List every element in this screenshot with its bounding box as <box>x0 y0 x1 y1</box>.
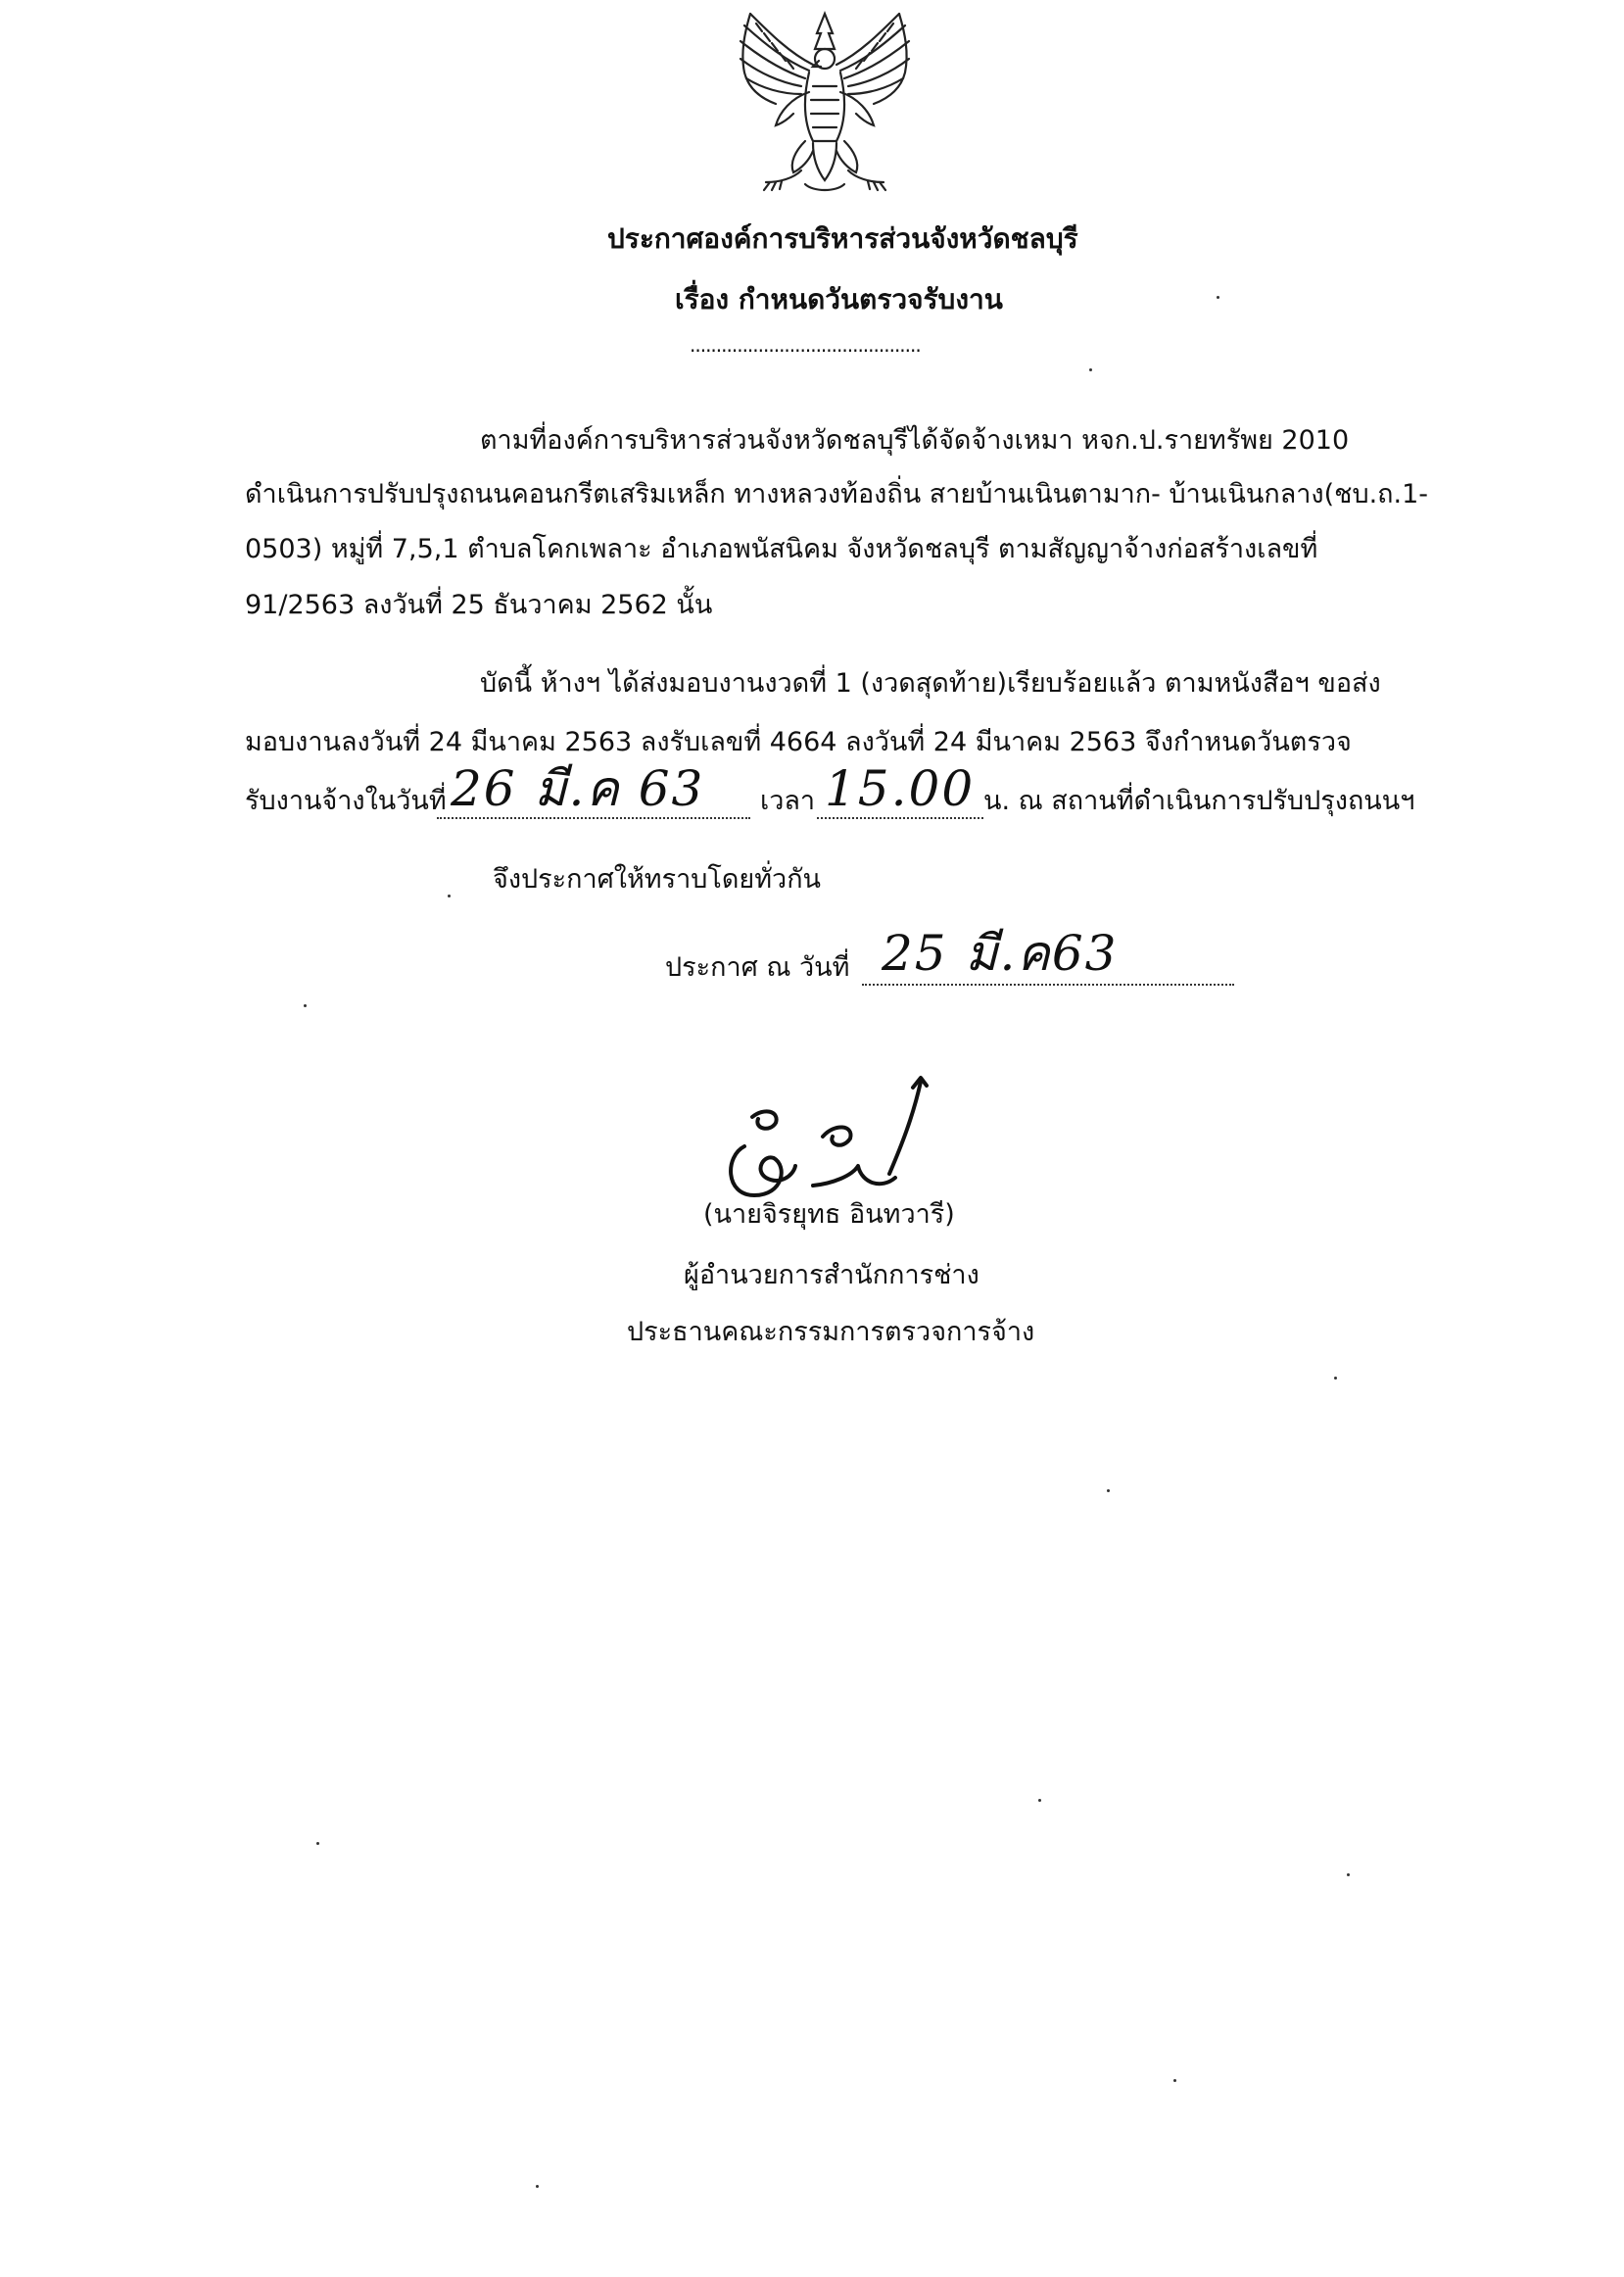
para2-line3-prefix: รับงานจ้างในวันที่ <box>245 786 447 816</box>
committee-position: ประธานคณะกรรมการตรวจการจ้าง <box>627 1317 1035 1347</box>
scan-speck <box>1347 1873 1350 1876</box>
announce-date-handwritten: 25 มี.ค63 <box>882 925 1119 982</box>
scan-speck <box>1107 1489 1110 1492</box>
para1-line1: ตามที่องค์การบริหารส่วนจังหวัดชลบุรีได้จัดจ้างเหมา หจก.ป.รายทรัพย 2010 <box>480 425 1350 456</box>
announcement-title: ประกาศองค์การบริหารส่วนจังหวัดชลบุรี <box>607 222 1078 255</box>
scan-speck <box>536 2185 539 2188</box>
para2-line2: มอบงานลงวันที่ 24 มีนาคม 2563 ลงรับเลขที่ 4664 ลงวันที่ 24 มีนาคม 2563 จึงกำหนดวันตรวจ <box>245 727 1352 757</box>
time-label: เวลา <box>760 786 816 816</box>
scan-speck <box>1038 1799 1041 1802</box>
announce-date-prefix: ประกาศ ณ วันที่ <box>665 952 850 983</box>
para2-line3-suffix: น. ณ สถานที่ดำเนินการปรับปรุงถนนฯ <box>983 786 1415 816</box>
para1-line4: 91/2563 ลงวันที่ 25 ธันวาคม 2562 นั้น <box>245 590 713 620</box>
closing-statement: จึงประกาศให้ทราบโดยทั่วกัน <box>493 864 821 895</box>
scan-speck <box>1217 296 1219 299</box>
signatory-name: (นายจิรยุทธ อินทวารี) <box>703 1199 955 1230</box>
scan-speck <box>448 895 451 897</box>
scan-speck <box>304 1004 307 1007</box>
para1-line3: 0503) หมู่ที่ 7,5,1 ตำบลโคกเพลาะ อำเภอพนัสนิคม จังหวัดชลบุรี ตามสัญญาจ้างก่อสร้างเลขที่ <box>245 534 1318 564</box>
scan-speck <box>1334 1377 1337 1380</box>
para1-line2: ดำเนินการปรับปรุงถนนคอนกรีตเสริมเหล็ก ทางหลวงท้องถิ่น สายบ้านเนินตามาก- บ้านเนินกลาง(ชบ.ถ.1- <box>245 479 1429 509</box>
inspection-date-handwritten: 26 มี.ค 63 <box>451 760 705 817</box>
scan-speck <box>1173 2079 1176 2082</box>
announcement-subject: เรื่อง กำหนดวันตรวจรับงาน <box>675 283 1003 315</box>
inspection-time-handwritten: 15.00 <box>825 760 976 817</box>
para2-line1: บัดนี้ ห้างฯ ได้ส่งมอบงานงวดที่ 1 (งวดสุดท้าย)เรียบร้อยแล้ว ตามหนังสือฯ ขอส่ง <box>480 668 1381 699</box>
signatory-position: ผู้อำนวยการสำนักการช่าง <box>684 1260 979 1290</box>
handwritten-signature <box>686 1068 979 1215</box>
scan-speck <box>316 1842 319 1845</box>
scan-speck <box>1089 368 1092 371</box>
garuda-emblem-icon <box>711 4 938 202</box>
title-divider: ............................................ <box>690 333 921 357</box>
